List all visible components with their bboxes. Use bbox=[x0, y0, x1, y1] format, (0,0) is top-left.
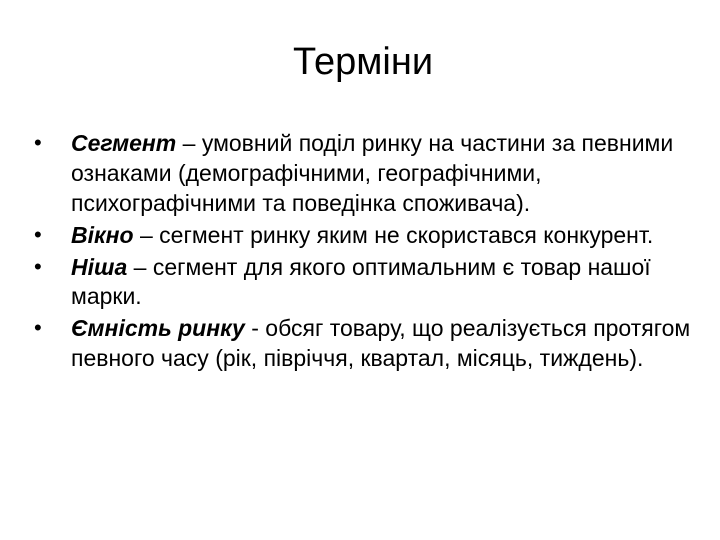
term-label: Ніша bbox=[71, 253, 128, 280]
bullet-item-window bbox=[34, 221, 694, 251]
term-label: Сегмент bbox=[71, 130, 177, 156]
term-definition: - обсяг товару, що реалізується протягом певного часу (рік, півріччя, квартал, місяць, тиждень). bbox=[71, 315, 691, 372]
term-label: Вікно bbox=[71, 221, 134, 248]
bullet-dot-icon: • bbox=[34, 253, 42, 279]
term-definition: – умовний поділ ринку на частини за певними ознаками (демографічними, географічними, психографічними та поведінка споживача). bbox=[71, 130, 674, 216]
bullet-item-market-capacity bbox=[34, 314, 694, 374]
term-label: Ємність ринку bbox=[71, 315, 245, 342]
bullet-item-segment bbox=[34, 129, 694, 219]
slide-title: Терміни bbox=[292, 41, 434, 83]
bullet-item-niche bbox=[34, 253, 694, 313]
bullet-list bbox=[34, 129, 694, 376]
term-definition: – сегмент для якого оптимальним є товар нашої марки. bbox=[71, 253, 651, 310]
bullet-dot-icon: • bbox=[34, 130, 42, 155]
bullet-dot-icon: • bbox=[34, 221, 42, 247]
bullet-dot-icon: • bbox=[34, 315, 42, 341]
term-definition: – сегмент ринку яким не скористався конкурент. bbox=[133, 221, 654, 248]
